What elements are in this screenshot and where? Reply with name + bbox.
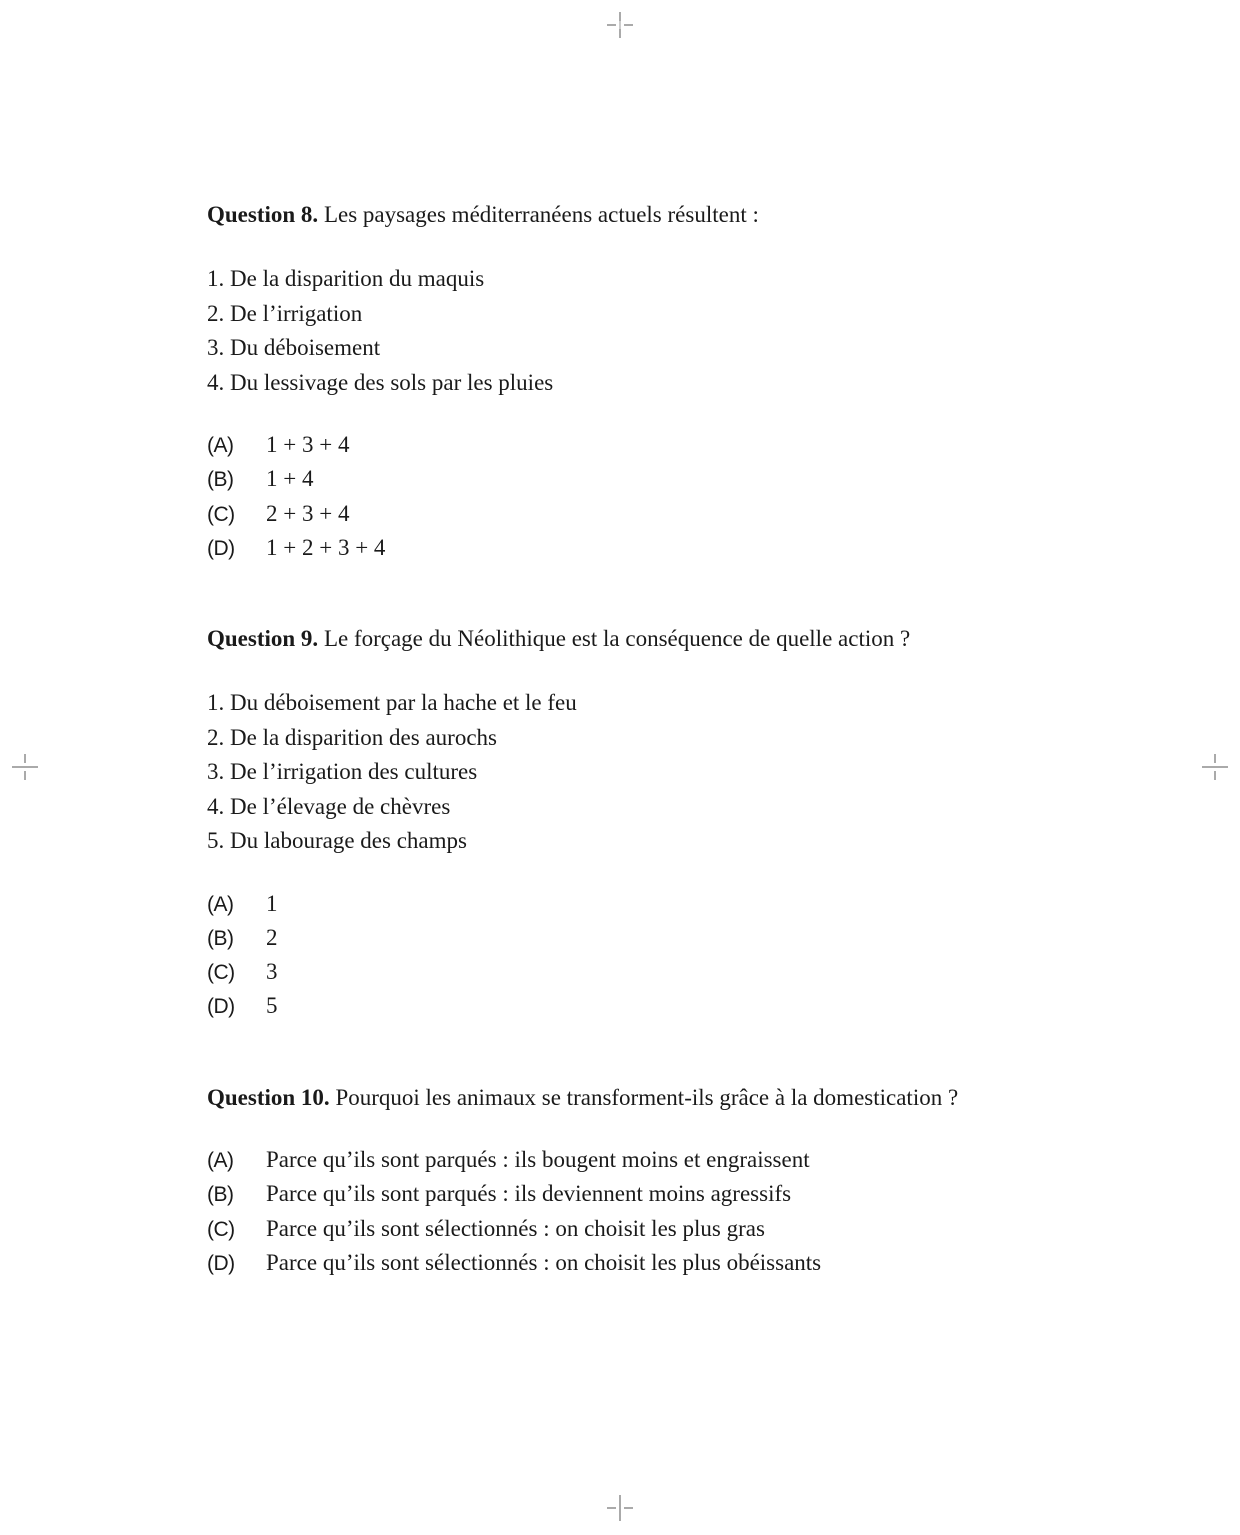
statement-item: 4. De l’élevage de chèvres (207, 793, 451, 819)
registration-mark-top-icon (606, 11, 634, 39)
option-text: 5 (266, 993, 278, 1019)
option-text: Parce qu’ils sont sélectionnés : on choisit les plus gras (266, 1215, 765, 1241)
statement-item: 4. Du lessivage des sols par les pluies (207, 369, 554, 395)
answer-options (207, 428, 1107, 565)
answer-options (207, 1143, 1107, 1280)
option-letter: (C) (207, 502, 235, 526)
answer-option (207, 497, 1107, 531)
answer-option (207, 887, 1107, 921)
statement-item: 1. De la disparition du maquis (207, 266, 485, 291)
statement-item: 1. Du déboisement par la hache et le feu (207, 690, 577, 715)
option-letter: (D) (207, 995, 235, 1019)
question-text: Le forçage du Néolithique est la conséquence de quelle action ? (323, 626, 911, 651)
option-letter: (D) (207, 1251, 235, 1275)
statement-item: 3. Du déboisement (207, 335, 381, 360)
option-letter: (B) (207, 468, 234, 492)
option-letter: (C) (207, 1217, 235, 1241)
statement-item: 2. De l’irrigation (207, 300, 363, 326)
question-10 (207, 1083, 1107, 1280)
question-heading (207, 1083, 1107, 1113)
option-letter: (D) (207, 536, 235, 560)
question-label: Question 9. (207, 626, 319, 651)
question-9 (207, 624, 1107, 1024)
answer-option (207, 428, 1107, 462)
registration-mark-left-icon (11, 753, 39, 781)
option-text: 1 + 3 + 4 (266, 432, 350, 457)
question-heading (207, 624, 1107, 654)
answer-option (207, 462, 1107, 496)
answer-option (207, 955, 1107, 989)
answer-option (207, 1143, 1107, 1177)
option-text: Parce qu’ils sont parqués : ils deviennent moins agressifs (266, 1181, 792, 1207)
answer-option (207, 1177, 1107, 1211)
question-text: Pourquoi les animaux se transforment-ils grâce à la domestication ? (335, 1085, 959, 1110)
option-letter: (B) (207, 926, 234, 950)
option-text: 2 (266, 924, 278, 950)
statement-list (207, 262, 1107, 400)
registration-mark-bottom-icon (606, 1494, 634, 1522)
option-text: 1 + 2 + 3 + 4 (266, 534, 386, 560)
option-letter: (A) (207, 892, 234, 916)
question-label: Question 8. (207, 202, 319, 227)
answer-option (207, 1246, 1107, 1280)
answer-option (207, 921, 1107, 955)
option-text: 2 + 3 + 4 (266, 500, 350, 526)
registration-mark-right-icon (1201, 753, 1229, 781)
option-letter: (C) (207, 961, 235, 985)
option-text: 1 (266, 890, 278, 916)
option-letter: (B) (207, 1183, 234, 1207)
question-label: Question 10. (207, 1085, 330, 1110)
answer-option (207, 531, 1107, 565)
option-letter: (A) (207, 434, 234, 457)
option-text: 3 (266, 959, 278, 985)
answer-option (207, 1212, 1107, 1246)
question-text: Les paysages méditerranéens actuels résultent : (323, 202, 759, 227)
statement-item: 2. De la disparition des aurochs (207, 724, 497, 750)
answer-options (207, 887, 1107, 1024)
statement-list (207, 686, 1107, 859)
option-letter: (A) (207, 1149, 234, 1172)
statement-item: 3. De l’irrigation des cultures (207, 759, 478, 784)
statement-item: 5. Du labourage des champs (207, 828, 467, 853)
option-text: Parce qu’ils sont sélectionnés : on choisit les plus obéissants (266, 1249, 822, 1275)
question-heading (207, 200, 1107, 230)
answer-option (207, 989, 1107, 1023)
option-text: 1 + 4 (266, 466, 314, 492)
question-8 (207, 200, 1107, 565)
option-text: Parce qu’ils sont parqués : ils bougent moins et engraissent (266, 1147, 810, 1172)
